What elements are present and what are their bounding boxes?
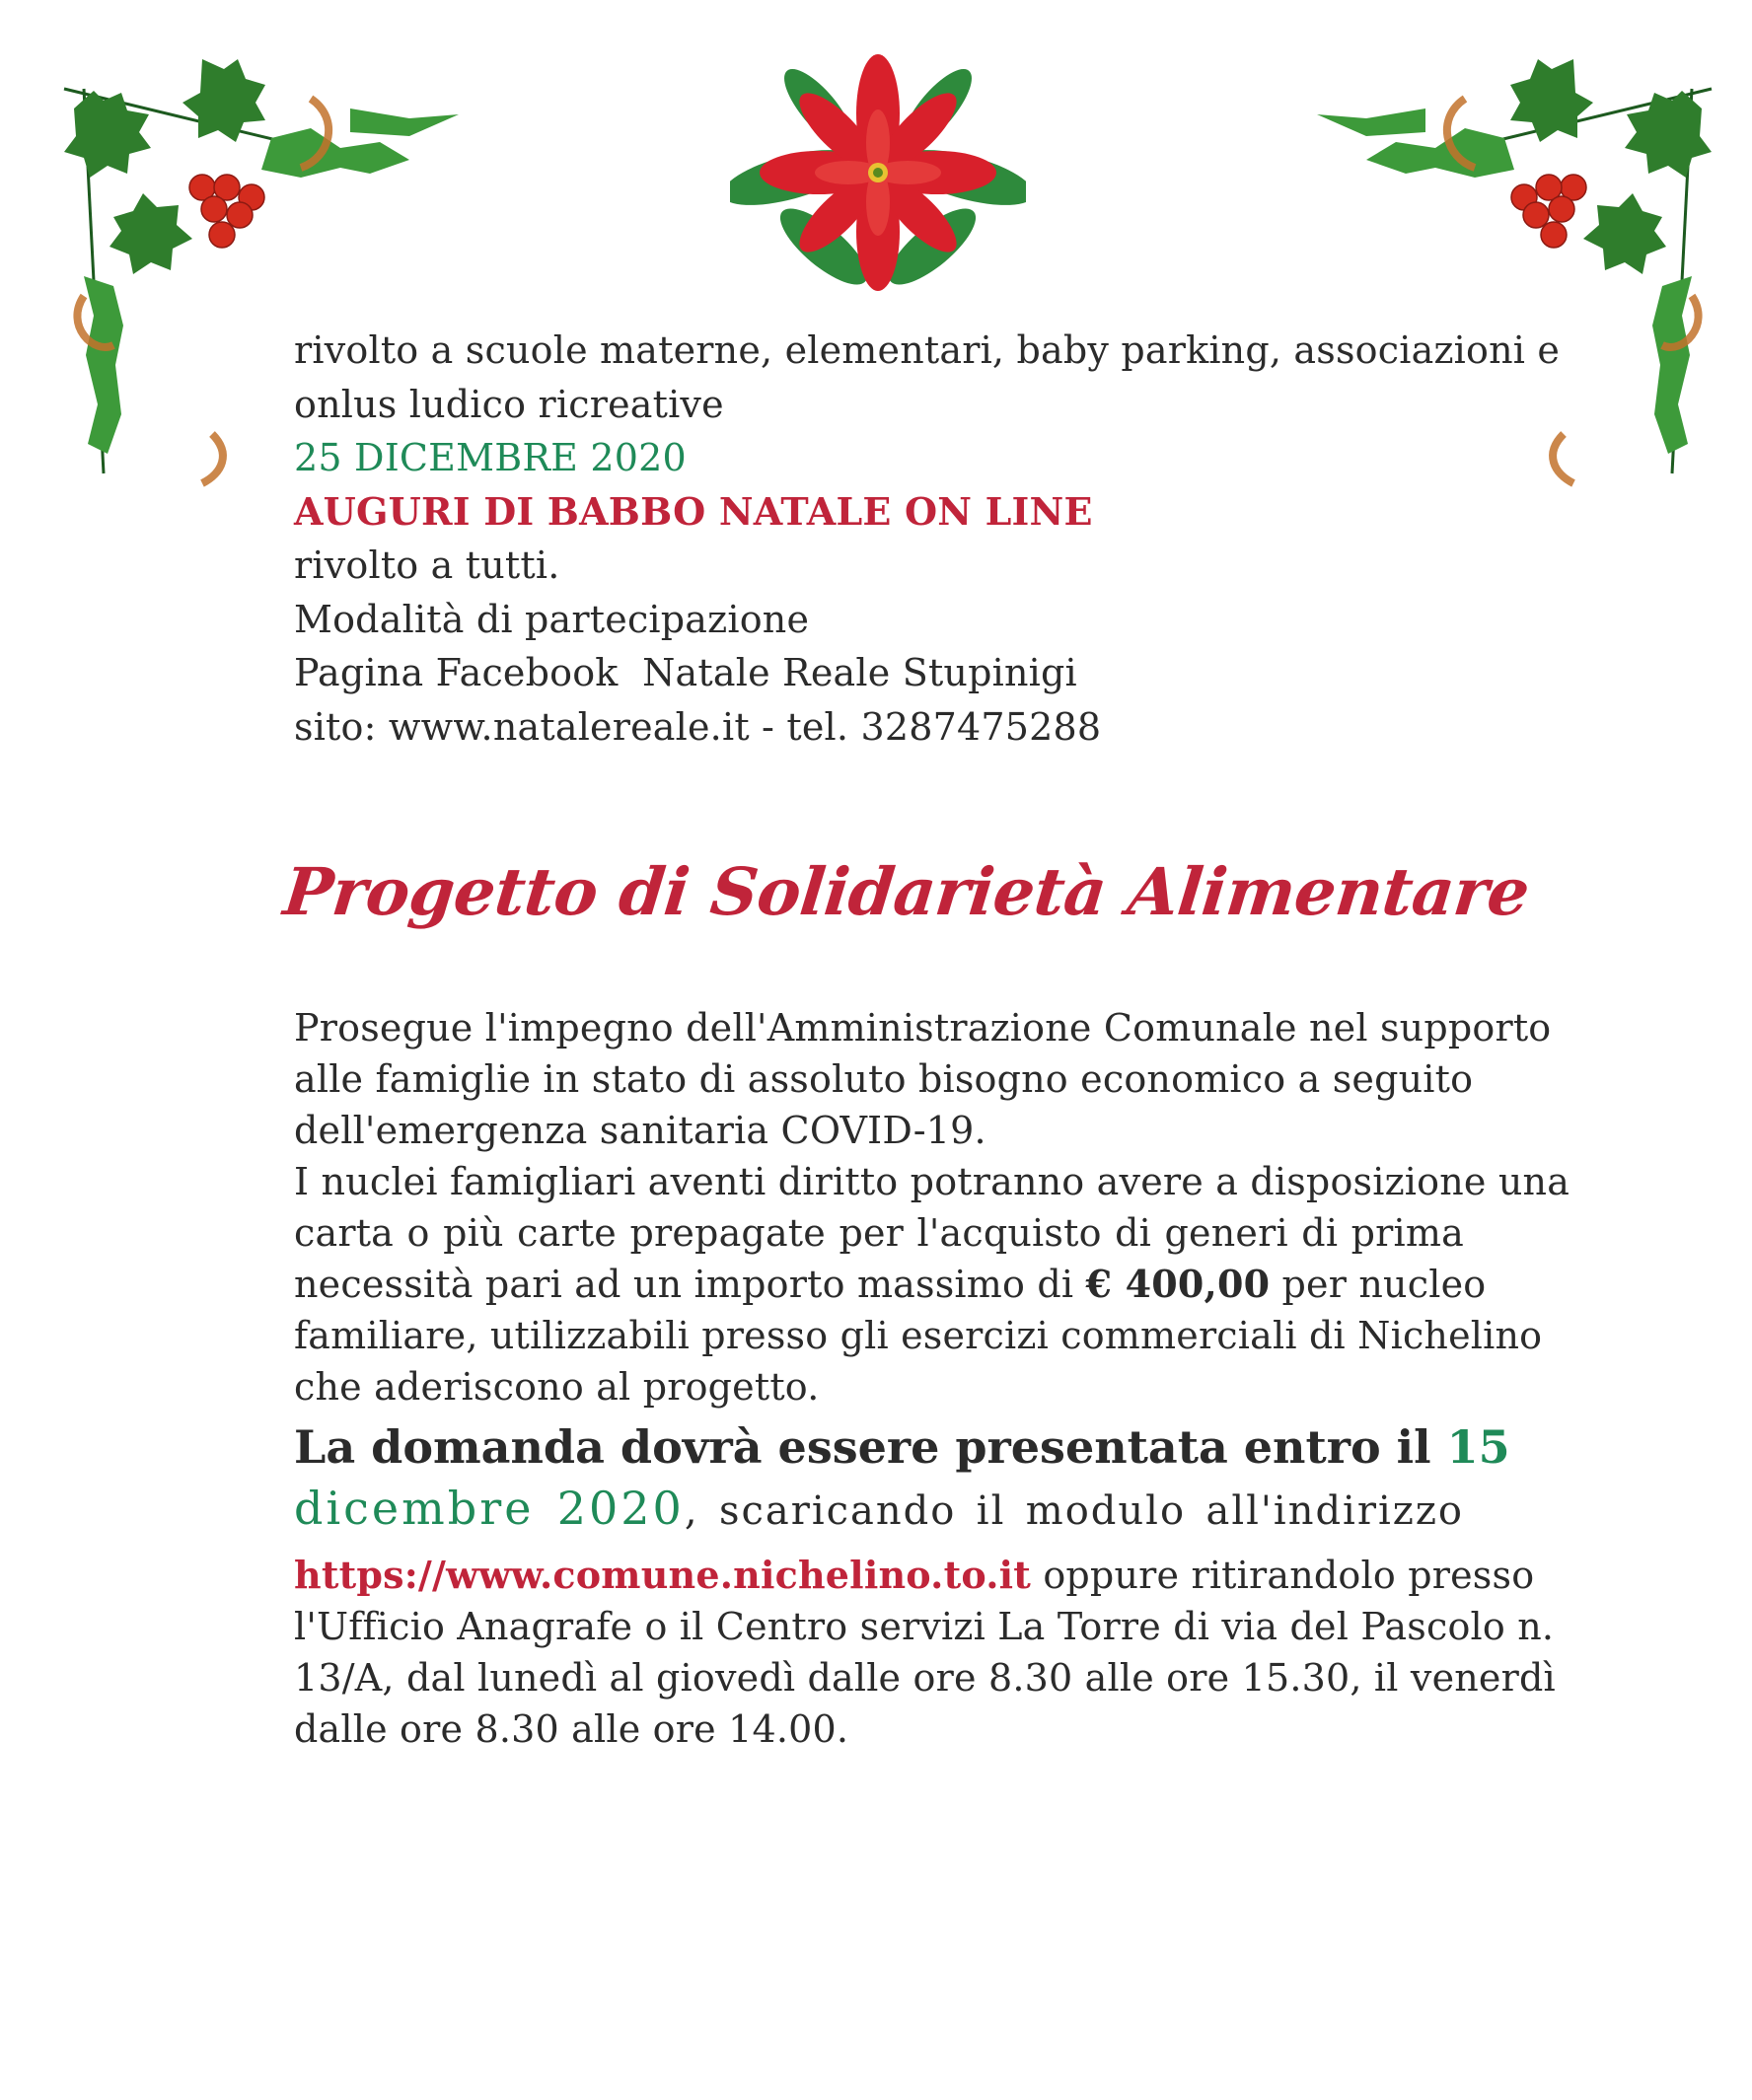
deadline-day: 15 [1446,1420,1510,1474]
body-line: che aderiscono al progetto. [294,1365,820,1409]
body-text: per nucleo [1281,1263,1487,1306]
body-line: dell'emergenza sanitaria COVID-19. [294,1109,986,1152]
deadline-date: dicembre 2020 [294,1482,685,1535]
body-line: 13/A, dal lunedì al giovedì dalle ore 8.30 alle ore 15.30, il venerdì [294,1656,1556,1700]
event-title: AUGURI DI BABBO NATALE ON LINE [294,488,1093,534]
intro-section [294,324,1561,754]
participation-heading: Modalità di partecipazione [294,597,810,641]
deadline-text: La domanda dovrà essere presentata entro il [294,1420,1431,1474]
deadline-text: , scaricando il modulo all'indirizzo [684,1488,1464,1534]
deadline-section [294,1416,1556,1755]
body-line [294,1550,1535,1601]
body-text: oppure ritirandolo presso [1043,1554,1535,1597]
event-audience: rivolto a tutti. [294,543,560,587]
deadline-line [294,1416,1510,1478]
body-line: alle famiglie in stato di assoluto bisogno economico a seguito [294,1057,1474,1101]
body-line: familiare, utilizzabili presso gli esercizi commerciali di Nichelino [294,1314,1543,1357]
body-line [294,1259,1487,1310]
comune-link[interactable]: https://www.comune.nichelino.to.it [294,1553,1032,1597]
intro-line: onlus ludico ricreative [294,382,724,426]
body-section [294,1002,1570,1412]
body-line: I nuclei famigliari aventi diritto potranno avere a disposizione una [294,1160,1570,1203]
amount: € 400,00 [1085,1262,1271,1306]
body-line: carta o più carte prepagate per l'acquisto di generi di prima [294,1211,1464,1255]
body-line: l'Ufficio Anagrafe o il Centro servizi La Torre di via del Pascolo n. [294,1605,1555,1648]
event-date: 25 DICEMBRE 2020 [294,436,687,479]
body-line: dalle ore 8.30 alle ore 14.00. [294,1707,849,1751]
section-title: Progetto di Solidarietà Alimentare [279,853,1533,930]
poinsettia-icon [730,49,1026,301]
deadline-line [294,1478,1464,1550]
contact-info: sito: www.natalereale.it - tel. 3287475288 [294,704,1102,749]
body-text: necessità pari ad un importo massimo di [294,1263,1074,1306]
intro-line: rivolto a scuole materne, elementari, baby parking, associazioni e [294,328,1561,372]
facebook-page: Pagina Facebook Natale Reale Stupinigi [294,651,1077,694]
body-line: Prosegue l'impegno dell'Amministrazione Comunale nel supporto [294,1006,1552,1050]
